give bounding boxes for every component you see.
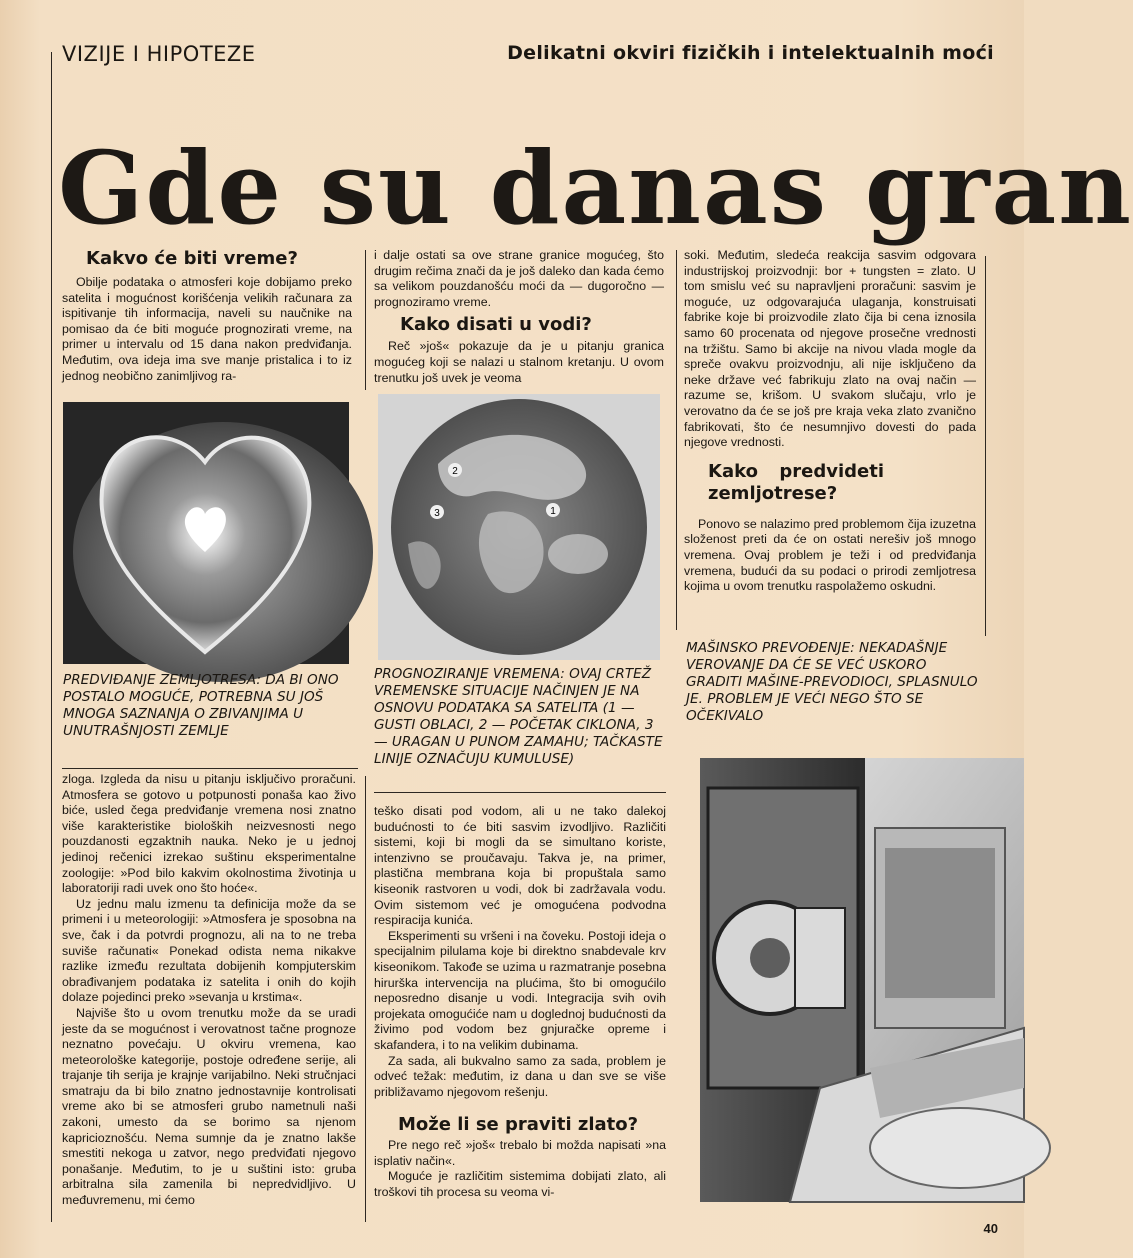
paragraph: zloga. Izgleda da nisu u pitanju isključivo proračuni. Atmosfera se gotovo u potpunosti ponaša kao živo biće, usled čega predviđanje vremena nosi znatno više karakteristike bioloških neizvesnosti nego pouzdanosti egzaktnih nauka. Neko je u jednoj jedinoj rečenici izrekao suštinu eksperimentalne zoologije: »Pod bilo kakvim okolnostima životinja u laboratoriji radi uvek ono što hoće«.: [62, 772, 356, 896]
paragraph: Eksperimenti su vršeni i na čoveku. Postoji ideja o specijalnim pilulama koje bi direktno snabdevale krv kiseonikom. Takođe se uzima u razmatranje posebna hirurška intervencija na plućima, što bi omogućilo neposredno disanje u vodi. Integracija svih ovih projekata omogućiće nam u doglednoj budućnosti da živimo pod vodom bez gnjuračke opreme i skafandera, i to na velikim dubinama.: [374, 928, 666, 1052]
kicker: Delikatni okviri fizičkih i intelektualnih moći: [507, 42, 994, 64]
paragraph: Reč »još« pokazuje da je u pitanju granica mogućeg koji se nalazi u stalnom kretanju. U ovom trenutku još uvek je veoma: [374, 339, 664, 385]
column-divider: [676, 250, 677, 630]
caption-rule: [62, 768, 358, 769]
column-2-bottom: [374, 804, 666, 1201]
column-divider: [365, 250, 366, 390]
earth-core-photo: [63, 402, 349, 664]
marker-label: 3: [434, 508, 440, 519]
marker-label: 2: [452, 466, 458, 477]
column-divider: [985, 256, 986, 636]
left-margin-rule: [51, 52, 52, 1222]
weather-satellite-map: [378, 394, 660, 660]
paragraph: Najviše što u ovom trenutku može da se uradi jeste da se mogućnost i verovatnost tačne prognoze neznatno povećaju. U okviru vremena, kao meteorološke kategorije, postoje određene serije, ali trajanje tih serija je krajnje varijabilno. Neki stručnjaci smatraju da bi bilo znatno jednostavnije kontrolisati vreme ako bi se atmosferi grubo nametnuli naši zakoni, umesto da se borimo sa njenom kapricioznošću. Nema sumnje da je znatno lakše smestiti nekoga u zatvor, nego predviđati njegovo ponašanje. Međutim, to je u suštini isto: gruba arbitralna sila zamenila bi nepredvidljivo. U međuvremenu, mi ćemo: [62, 1005, 356, 1208]
paragraph: Za sada, ali bukvalno samo za sada, problem je odveć težak: međutim, iz dana u dan sve se više približavamo njegovom rešenju.: [374, 1053, 666, 1099]
column-2-top: [374, 248, 664, 386]
section-label: VIZIJE I HIPOTEZE: [62, 42, 256, 66]
subhead-gold: Može li se praviti zlato?: [398, 1114, 639, 1136]
earth-heart-illustration: [63, 402, 349, 664]
paragraph: soki. Međutim, sledeća reakcija sasvim odgovara industrijskoj proizvodnji: bor + tungsten = zlato. U tom smislu već su napravljeni proračuni: sasvim je moguće, uz odgovarajuća ulaganja, konstruisati fabrike koje bi proizvodile zlato čija bi cena iznosila samo 60 procenata od njegove prosečne vrednosti na tržištu. Samo bi akcije na nivou vlada mogle da spreče ovakvu proizvodnju, ali nije isključeno da neke države već fabrikuju zlato na ovaj način — razume se, krišom. U svakom slučaju, vrlo je verovatno da će se još pre kraja veka zlato zvanično fabrikovati, što će nesumnjivo dovesti do pada njegove vrednosti.: [684, 248, 976, 450]
caption-translation: MAŠINSKO PREVOĐENJE: NEKADAŠNJE VEROVANJE DA ĆE SE VEĆ USKORO GRADITI MAŠINE-PREVODIOCI, SPLASNULO JE. PROBLEM JE VEĆI NEGO ŠTO SE OČEKIVALO: [686, 640, 978, 724]
caption-earthquake: PREDVIĐANJE ZEMLJOTRESA: DA BI ONO POSTALO MOGUĆE, POTREBNA SU JOŠ MNOGA SAZNANJA O ZBIVANJIMA U UNUTRAŠNJOSTI ZEMLJE: [63, 672, 339, 739]
column-1-bottom: [62, 772, 356, 1209]
marker-label: 1: [550, 506, 556, 517]
globe-weather-illustration: [378, 394, 660, 660]
paragraph: Moguće je različitim sistemima dobijati zlato, ali troškovi tih procesa su veoma vi-: [374, 1169, 666, 1200]
page-number: 40: [983, 1221, 998, 1236]
headline: Gde su danas gran: [58, 129, 1133, 247]
column-1-top: [62, 248, 352, 384]
translation-machine-photo: [700, 758, 1024, 1202]
subhead-weather: Kakvo će biti vreme?: [86, 248, 298, 269]
caption-rule: [374, 792, 666, 793]
subhead-earthquakes: Kako predvideti zemljotrese?: [708, 460, 884, 504]
paragraph: Ponovo se nalazimo pred problemom čija izuzetna složenost preti da će on ostati nerešiv još mnogo vremena. Ovaj problem je teži i od predviđanja vremena, budući da su podaci o prirodi zemljotresa kojima u ovom trenutku raspolažemo oskudni.: [684, 516, 976, 594]
paragraph: i dalje ostati sa ove strane granice mogućeg, što drugim rečima znači da je još daleko dan kada ćemo sa velikom pouzdanošću moći da — dugoročno — prognoziramo vreme.: [374, 248, 664, 309]
column-divider: [365, 776, 366, 1222]
paragraph: Uz jednu malu izmenu ta definicija može da se primeni i u meteorologiji: »Atmosfera je sposobna na sve, čak i da potvrdi prognozu, ali na to ne treba suviše računati« Ponekad odista nema nikakve razlike između rezultata dobijenih kompjuterskim obrađivanjem podataka iz satelita i onih do kojih dolaze pojedinci preko »sevanja u krstima«.: [62, 896, 356, 1005]
paragraph: Obilje podataka o atmosferi koje dobijamo preko satelita i mogućnost korišćenja velikih računara za ispitivanje tih informacija, naveli su naučnike na pomisao da će biti moguće prognozirati vreme, na primer u intervalu od 15 dana nakon predviđanja. Međutim, ova ideja ima sve manje pristalica i to iz jednog neobično zanimljivog ra-: [62, 275, 352, 383]
paragraph: Pre nego reč »još« trebalo bi možda napisati »na isplativ način«.: [374, 1138, 666, 1168]
computer-machine-illustration: [700, 758, 1024, 1202]
caption-weather: PROGNOZIRANJE VREMENA: OVAJ CRTEŽ VREMENSKE SITUACIJE NAČINJEN JE NA OSNOVU PODATAKA SA SATELITA (1 — GUSTI OBLACI, 2 — POČETAK CIKLONA, 3 — URAGAN U PUNOM ZAMAHU; TAČKASTE LINIJE OZNAČUJU KUMULUSE): [374, 666, 663, 767]
subhead-breathing: Kako disati u vodi?: [400, 314, 592, 336]
column-3-top: [684, 248, 976, 595]
paragraph: teško disati pod vodom, ali u ne tako dalekoj budućnosti to će biti sasvim izvodljivo. Različiti sistemi, koji bi mogli da se simultano koriste, intenzivno se proučavaju. Takva je, na primer, plastična membrana koja bi propuštala samo kiseonik rastvoren u vodi, dok bi zadržavala vodu. Ovim sistemom već je omogućena podvodna respiracija kunića.: [374, 804, 666, 928]
